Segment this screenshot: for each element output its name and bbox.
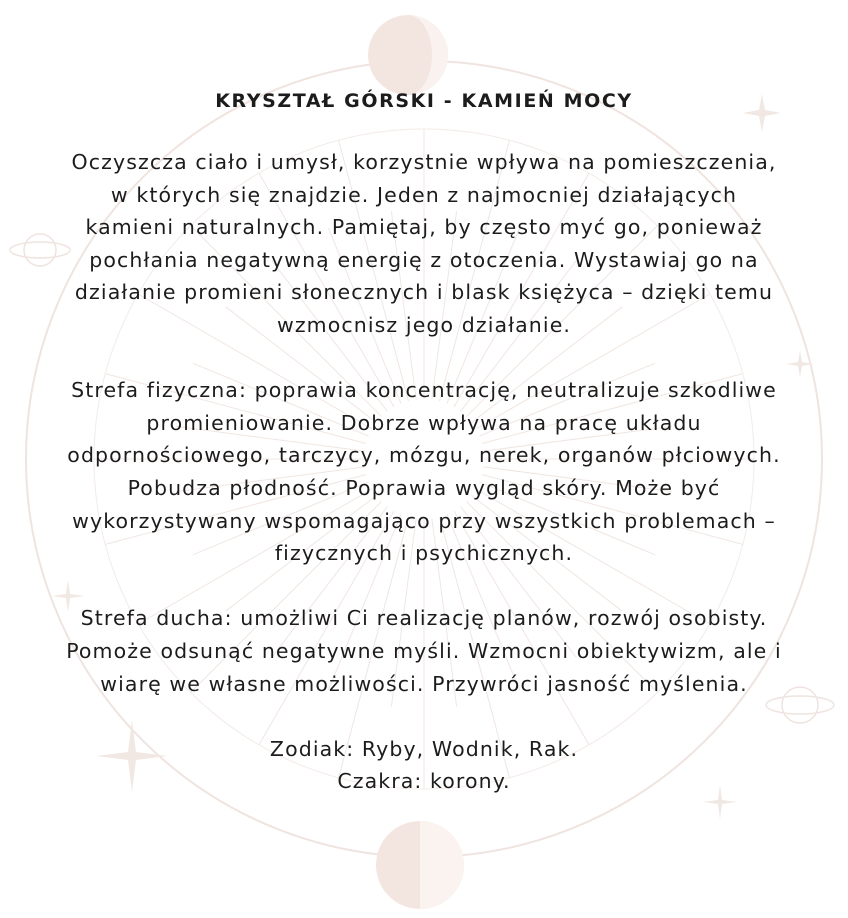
text-line: pochłania negatywną energię z otoczenia. Wystawiaj go na (89, 247, 759, 272)
text-line: kamieni naturalnych. Pamiętaj, by często myć go, ponieważ (85, 215, 763, 240)
text-line: Pobudza płodność. Poprawia wygląd skóry. Może być (127, 475, 721, 500)
page-title: KRYSZTAŁ GÓRSKI - KAMIEŃ MOCY (215, 90, 633, 112)
text-line: odpornościowego, tarczycy, mózgu, nerek, organów płciowych. (67, 443, 781, 468)
spirit-zone-paragraph (24, 602, 824, 700)
text-line: Pomoże odsunąć negatywne myśli. Wzmocni obiektywizm, ale i (66, 638, 782, 663)
chakra-line: Czakra: korony. (337, 769, 511, 794)
zodiac-line: Zodiak: Ryby, Wodnik, Rak. (269, 736, 579, 761)
text-line: w których się znajdzie. Jeden z najmocniej działających (110, 182, 738, 207)
text-line: Oczyszcza ciało i umysł, korzystnie wpływa na pomieszczenia, (71, 150, 777, 174)
text-line: promieniowanie. Dobrze wpływa na pracę układu (146, 410, 702, 435)
description-paragraph (24, 146, 824, 342)
text-line: Strefa fizyczna: poprawia koncentrację, neutralizuje szkodliwe (71, 378, 777, 403)
text-line: wykorzystywany wspomagająco przy wszystkich problemach – (72, 508, 776, 533)
zodiac-chakra-paragraph (24, 733, 824, 798)
text-line: fizycznych i psychicznych. (274, 541, 574, 566)
bottom-moon-icon (376, 821, 464, 909)
top-moon-icon (368, 15, 448, 95)
text-line: Strefa ducha: umożliwi Ci realizację planów, rozwój osobisty. (80, 606, 768, 631)
physical-zone-paragraph (24, 374, 824, 570)
text-line: działanie promieni słonecznych i blask księżyca – dzięki temu (74, 280, 774, 305)
text-line: wiarę we własne możliwości. Przywróci jasność myślenia. (100, 671, 748, 696)
text-line: wzmocnisz jego działanie. (276, 312, 572, 337)
product-description (24, 88, 824, 798)
